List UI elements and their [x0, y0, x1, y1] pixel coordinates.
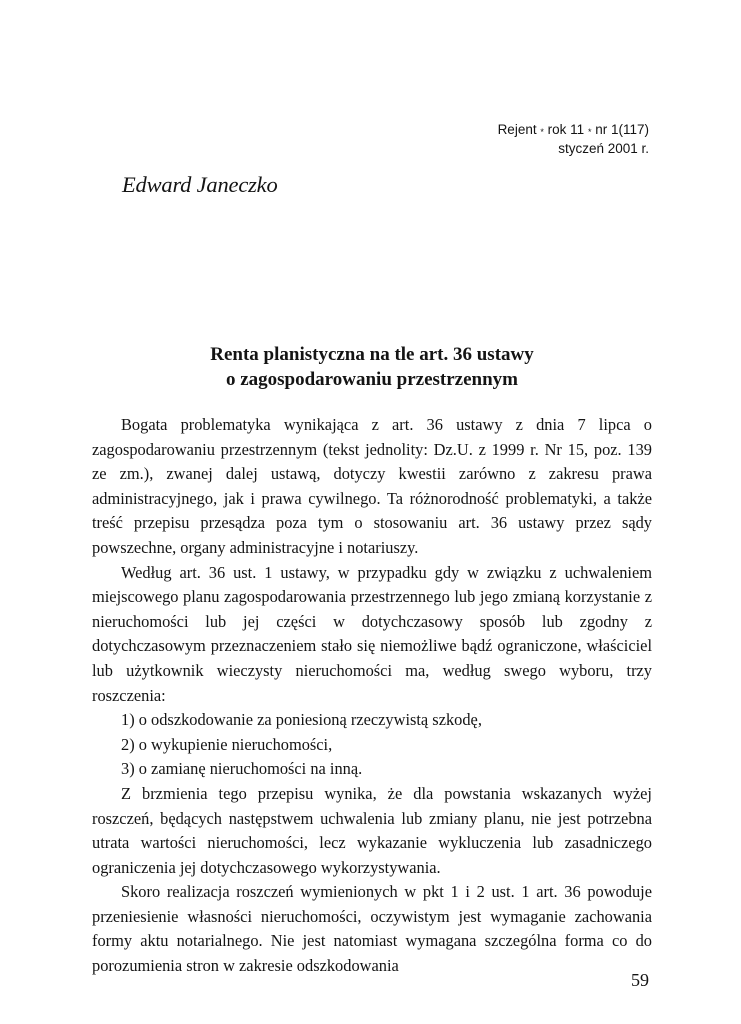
list-item: 3) o zamianę nieruchomości na inną. [121, 759, 363, 779]
list-item: 1) o odszkodowanie za poniesioną rzeczywistą szkodę, [121, 710, 482, 730]
journal-issue: nr 1(117) [595, 122, 649, 137]
body-paragraph: Skoro realizacja roszczeń wymienionych w pkt 1 i 2 ust. 1 art. 36 powoduje przeniesienie własności nieruchomości, oczywistym jest wymaganie zachowania formy aktu notarialnego. Nie jest natomiast wymagana szczególna forma co do porozumienia stron w zakresie odszkodowania [92, 882, 652, 976]
body-paragraph: Z brzmienia tego przepisu wynika, że dla powstania wskazanych wyżej roszczeń, będących następstwem uchwalenia lub zmiany planu, nie jest potrzebna utrata wartości nieruchomości, lecz wykazanie wykluczenia lub zasadniczego ograniczenia jej dotychczasowego wykorzystywania. [92, 783, 652, 877]
journal-name: Rejent [497, 122, 537, 137]
journal-date: styczeń 2001 r. [558, 141, 649, 156]
body-paragraph: Według art. 36 ust. 1 ustawy, w przypadku gdy w związku z uchwaleniem miejscowego planu zagospodarowania przestrzennego lub jego zmianą korzystanie z nieruchomości lub jej części w dotychczasowy sposób lub zgodny z dotychczasowym przeznaczeniem stało się niemożliwe bądź ograniczone, właściciel lub użytkownik wieczysty nieruchomości ma, według swego wyboru, trzy roszczenia: [92, 562, 652, 705]
star-separator-icon: * [587, 127, 592, 137]
article-body [92, 413, 652, 979]
journal-year: rok 11 [547, 122, 585, 137]
author-name: Edward Janeczko [122, 172, 278, 197]
article-title-line-2: o zagospodarowaniu przestrzennym [225, 369, 519, 390]
page-number: 59 [631, 970, 649, 990]
body-paragraph: Bogata problematyka wynikająca z art. 36 ustawy z dnia 7 lipca o zagospodarowaniu przestrzennym (tekst jednolity: Dz.U. z 1999 r. Nr 15, poz. 139 ze zm.), zwanej dalej ustawą, dotyczy kwestii zarówno z zakresu prawa administracyjnego, jak i prawa cywilnego. Ta różnorodność problematyki, a także treść przepisu przesądza poza tym o stosowaniu art. 36 ustawy przez sądy powszechne, organy administracyjne i notariuszy. [92, 415, 652, 557]
list-item: 2) o wykupienie nieruchomości, [121, 734, 333, 754]
article-title-line-1: Renta planistyczna na tle art. 36 ustawy [210, 344, 534, 365]
star-separator-icon: * [540, 127, 544, 137]
journal-header [498, 121, 649, 158]
journal-issue-line [498, 121, 649, 140]
article-title [92, 342, 652, 392]
